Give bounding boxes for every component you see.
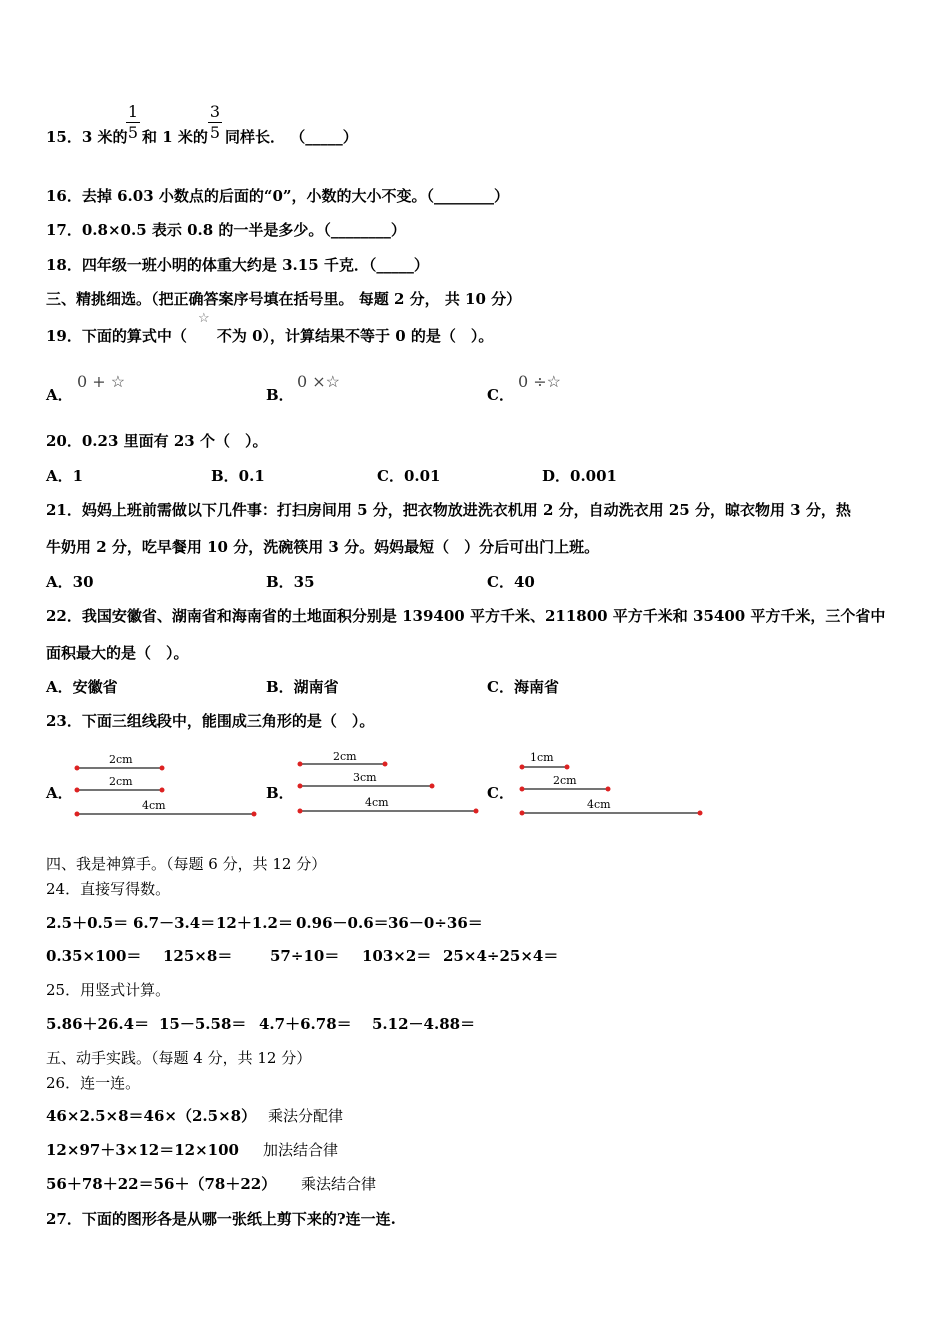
q25-item: 4.7＋6.78＝ xyxy=(259,1015,352,1033)
q20-option-a: A．1 xyxy=(46,467,84,485)
question-23: 23．下面三组线段中，能围成三角形的是（ ）。 xyxy=(46,712,375,730)
question-21-line1: 21．妈妈上班前需做以下几件事：打扫房间用 5 分，把衣物放进洗衣机用 2 分，自动洗衣用 25 分，晾衣物用 3 分，热 xyxy=(46,501,851,519)
q19-option-a-label: A． xyxy=(46,386,73,404)
q24-item: 25×4÷25×4＝ xyxy=(443,947,559,965)
q24-item: 125×8＝ xyxy=(163,947,233,965)
question-25: 25．用竖式计算。 xyxy=(46,981,171,999)
q23-option-c-label: C． xyxy=(487,784,514,802)
seg-label: 2cm xyxy=(109,753,133,766)
seg-label: 2cm xyxy=(553,774,577,787)
segment-endpoint xyxy=(298,762,303,767)
q19-option-c-expr: 0 ÷☆ xyxy=(518,372,562,391)
fraction-one-fifth: 1 5 xyxy=(127,102,139,142)
q19-option-b-label: B． xyxy=(266,386,294,404)
q26-left-item: 56＋78＋22＝56＋（78＋22） xyxy=(46,1175,277,1193)
seg-label: 4cm xyxy=(142,799,166,812)
q23-option-b-segments xyxy=(293,745,488,820)
seg-label: 4cm xyxy=(587,798,611,811)
q24-item: 36－0÷36＝ xyxy=(388,914,483,932)
q24-item: 0.96－0.6＝ xyxy=(296,914,389,932)
question-22-line1: 22．我国安徽省、湖南省和海南省的土地面积分别是 139400 平方千米、211800 平方千米和 35400 平方千米，三个省中 xyxy=(46,607,886,625)
q20-option-b: B．0.1 xyxy=(211,467,265,485)
q22-option-b: B．湖南省 xyxy=(266,678,339,696)
q20-option-c: C．0.01 xyxy=(377,467,441,485)
segment-endpoint xyxy=(298,809,303,814)
q15-text-post: 同样长． （_____） xyxy=(225,128,358,146)
q23-option-a-label: A． xyxy=(46,784,73,802)
q23-option-a-segments xyxy=(70,748,265,823)
question-24: 24．直接写得数。 xyxy=(46,880,171,898)
q19-option-a-expr: 0 + ☆ xyxy=(77,372,126,391)
q26-right-item: 乘法分配律 xyxy=(268,1107,344,1125)
segment-endpoint xyxy=(75,812,80,817)
q21-option-c: C．40 xyxy=(487,573,535,591)
segment-endpoint xyxy=(565,765,570,770)
question-15 xyxy=(46,127,128,147)
segment-endpoint xyxy=(160,766,165,771)
segment-endpoint xyxy=(383,762,388,767)
section-5-heading: 五、动手实践。（每题 4 分，共 12 分） xyxy=(46,1049,312,1067)
seg-label: 3cm xyxy=(353,771,377,784)
q24-item: 2.5＋0.5＝ xyxy=(46,914,129,932)
segment-endpoint xyxy=(520,787,525,792)
q24-item: 57÷10＝ xyxy=(270,947,340,965)
q15-text-mid: 和 1 米的 xyxy=(142,128,208,146)
question-17: 17．0.8×0.5 表示 0.8 的一半是多少。（________） xyxy=(46,221,406,239)
segment-endpoint xyxy=(606,787,611,792)
segment-endpoint xyxy=(520,765,525,770)
q21-option-a: A．30 xyxy=(46,573,94,591)
question-21-line2: 牛奶用 2 分，吃早餐用 10 分，洗碗筷用 3 分。妈妈最短（ ）分后可出门上班。 xyxy=(46,538,600,556)
segment-endpoint xyxy=(430,784,435,789)
q21-option-b: B．35 xyxy=(266,573,315,591)
segment-endpoint xyxy=(698,811,703,816)
q24-item: 6.7－3.4＝ xyxy=(133,914,216,932)
segment-endpoint xyxy=(520,811,525,816)
q19-option-c-label: C． xyxy=(487,386,514,404)
seg-label: 2cm xyxy=(109,775,133,788)
q24-item: 103×2＝ xyxy=(362,947,432,965)
question-16: 16．去掉 6.03 小数点的后面的“0”，小数的大小不变。（________） xyxy=(46,187,510,205)
star-symbol-icon: ☆ xyxy=(198,311,210,326)
q26-right-item: 乘法结合律 xyxy=(301,1175,377,1193)
segment-endpoint xyxy=(298,784,303,789)
section-4-heading: 四、我是神算手。（每题 6 分，共 12 分） xyxy=(46,855,327,873)
segment-endpoint xyxy=(252,812,257,817)
q24-item: 0.35×100＝ xyxy=(46,947,142,965)
segment-endpoint xyxy=(160,788,165,793)
q19-option-b-expr: 0 ×☆ xyxy=(297,372,341,391)
segment-endpoint xyxy=(75,766,80,771)
fraction-three-fifths: 3 5 xyxy=(209,102,221,142)
q22-option-a: A．安徽省 xyxy=(46,678,118,696)
question-18: 18．四年级一班小明的体重大约是 3.15 千克．（_____） xyxy=(46,256,429,274)
question-19: 19．下面的算式中（ 不为 0），计算结果不等于 0 的是（ ）。 xyxy=(46,327,494,345)
q25-item: 15－5.58＝ xyxy=(159,1015,247,1033)
q15-text-pre: 15．3 米的 xyxy=(46,128,128,146)
question-20: 20．0.23 里面有 23 个（ ）。 xyxy=(46,432,268,450)
q24-item: 12＋1.2＝ xyxy=(216,914,293,932)
segment-endpoint xyxy=(474,809,479,814)
question-22-line2: 面积最大的是（ ）。 xyxy=(46,644,189,662)
q25-item: 5.86＋26.4＝ xyxy=(46,1015,150,1033)
seg-label: 1cm xyxy=(530,751,554,764)
q25-item: 5.12－4.88＝ xyxy=(372,1015,476,1033)
question-26: 26．连一连。 xyxy=(46,1074,141,1092)
q26-left-item: 12×97＋3×12＝12×100 xyxy=(46,1141,239,1159)
q26-left-item: 46×2.5×8＝46×（2.5×8） xyxy=(46,1107,257,1125)
q23-option-c-segments xyxy=(515,746,710,821)
q20-option-d: D．0.001 xyxy=(542,467,617,485)
q23-option-b-label: B． xyxy=(266,784,294,802)
q26-right-item: 加法结合律 xyxy=(263,1141,339,1159)
seg-label: 4cm xyxy=(365,796,389,809)
segment-endpoint xyxy=(75,788,80,793)
section-3-heading: 三、精挑细选。（把正确答案序号填在括号里。 每题 2 分， 共 10 分） xyxy=(46,290,522,308)
seg-label: 2cm xyxy=(333,750,357,763)
question-27: 27．下面的图形各是从哪一张纸上剪下来的?连一连. xyxy=(46,1210,396,1228)
q22-option-c: C．海南省 xyxy=(487,678,559,696)
